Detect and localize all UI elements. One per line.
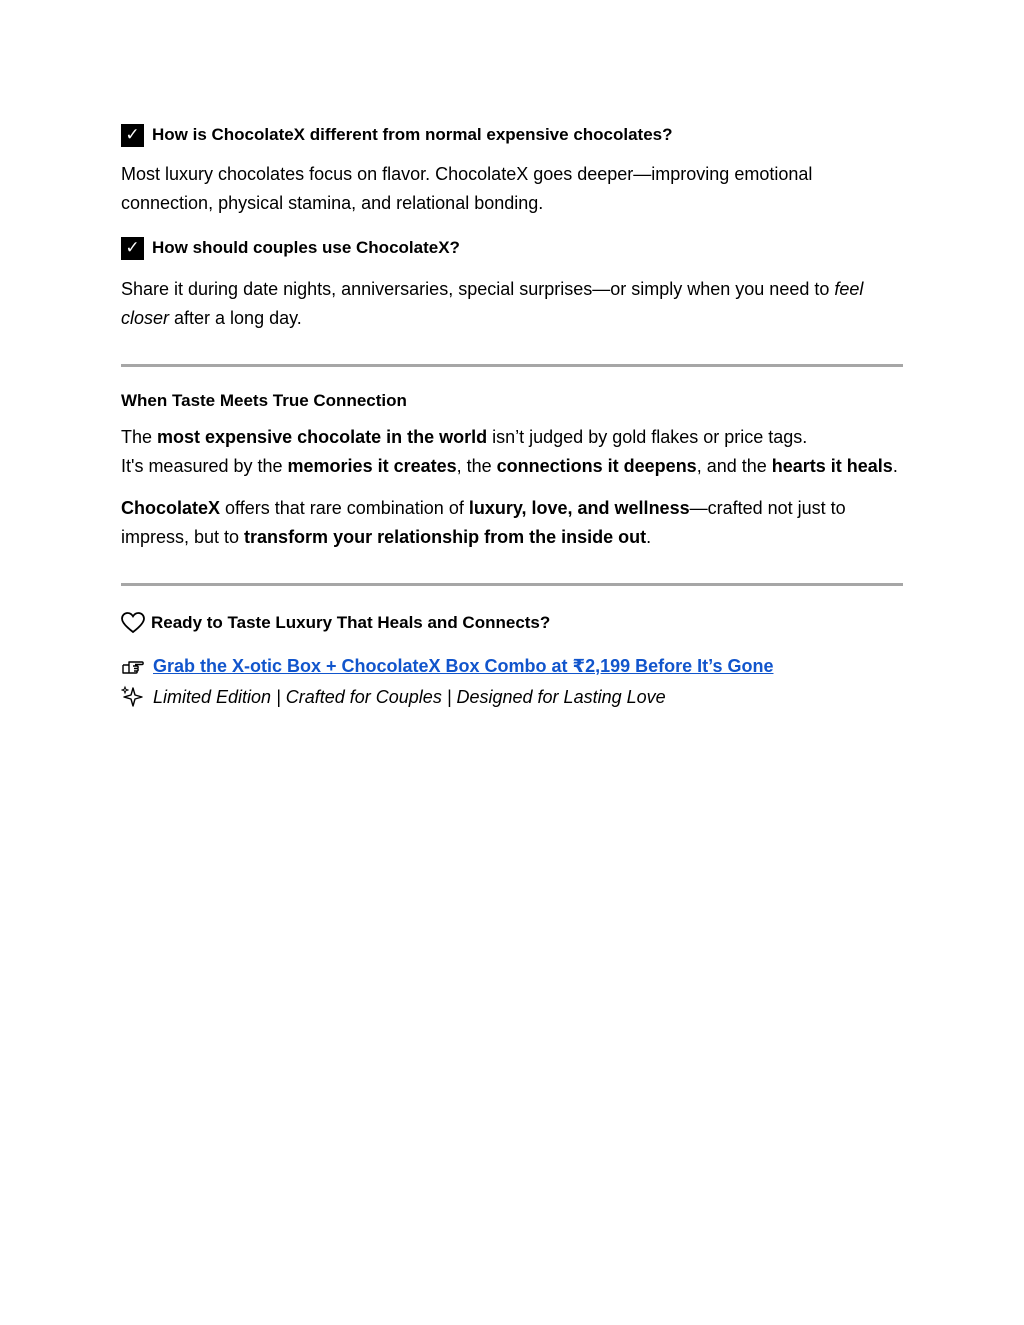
- section-paragraph-1: [121, 423, 903, 480]
- bold-text: memories it creates: [287, 455, 457, 476]
- faq-question-text: How should couples use ChocolateX?: [152, 238, 460, 257]
- answer-italic: feel: [834, 279, 864, 299]
- pointing-hand-icon: [121, 657, 145, 675]
- faq-answer-2: [121, 275, 903, 332]
- bold-text: transform your relationship from the inside out: [244, 526, 647, 547]
- cta-heading: [121, 608, 903, 638]
- text: The: [121, 427, 158, 447]
- answer-text: Share it during date nights, anniversaries, special surprises—or simply when you need to: [121, 279, 835, 299]
- faq-question-2: [121, 233, 903, 263]
- tagline-row: [121, 683, 903, 711]
- answer-line: connection, physical stamina, and relational bonding.: [121, 192, 544, 213]
- faq-answer-1: [121, 160, 903, 217]
- divider: [121, 364, 903, 367]
- answer-italic: closer: [121, 307, 170, 328]
- divider: [121, 583, 903, 586]
- section-paragraph-2: [121, 494, 903, 551]
- bold-text: connections it deepens: [496, 455, 697, 476]
- text: , and the: [696, 455, 772, 476]
- text: .: [892, 455, 898, 476]
- cta-link[interactable]: Grab the X-otic Box + ChocolateX Box Combo at ₹2,199 Before It’s Gone: [153, 656, 774, 676]
- answer-text: after a long day.: [169, 307, 302, 328]
- text: .: [646, 526, 652, 547]
- tagline: Limited Edition | Crafted for Couples | Designed for Lasting Love: [153, 687, 666, 707]
- section-heading: When Taste Meets True Connection: [121, 391, 407, 410]
- text: , the: [456, 455, 497, 476]
- bold-text: most expensive chocolate in the world: [157, 427, 488, 447]
- cta-link-row: [121, 652, 903, 680]
- bold-text: ChocolateX: [121, 498, 221, 518]
- faq-question-text: How is ChocolateX different from normal expensive chocolates?: [152, 125, 673, 144]
- text: It's measured by the: [121, 455, 288, 476]
- text: isn’t judged by gold flakes or price tags.: [487, 427, 808, 447]
- cta-heading-text: Ready to Taste Luxury That Heals and Connects?: [151, 613, 551, 632]
- answer-line: Most luxury chocolates focus on flavor. ChocolateX goes deeper—improving emotional: [121, 164, 813, 184]
- bold-text: luxury, love, and wellness: [468, 498, 690, 518]
- check-icon: ✓: [121, 237, 144, 260]
- text: offers that rare combination of: [220, 498, 469, 518]
- bold-text: hearts it heals: [771, 455, 893, 476]
- sparkles-icon: [121, 685, 145, 709]
- heart-icon: [121, 612, 145, 634]
- document-page: [121, 120, 903, 711]
- text: —crafted not just to: [689, 498, 846, 518]
- text: impress, but to: [121, 526, 245, 547]
- check-icon: ✓: [121, 124, 144, 147]
- faq-question-1: [121, 120, 903, 150]
